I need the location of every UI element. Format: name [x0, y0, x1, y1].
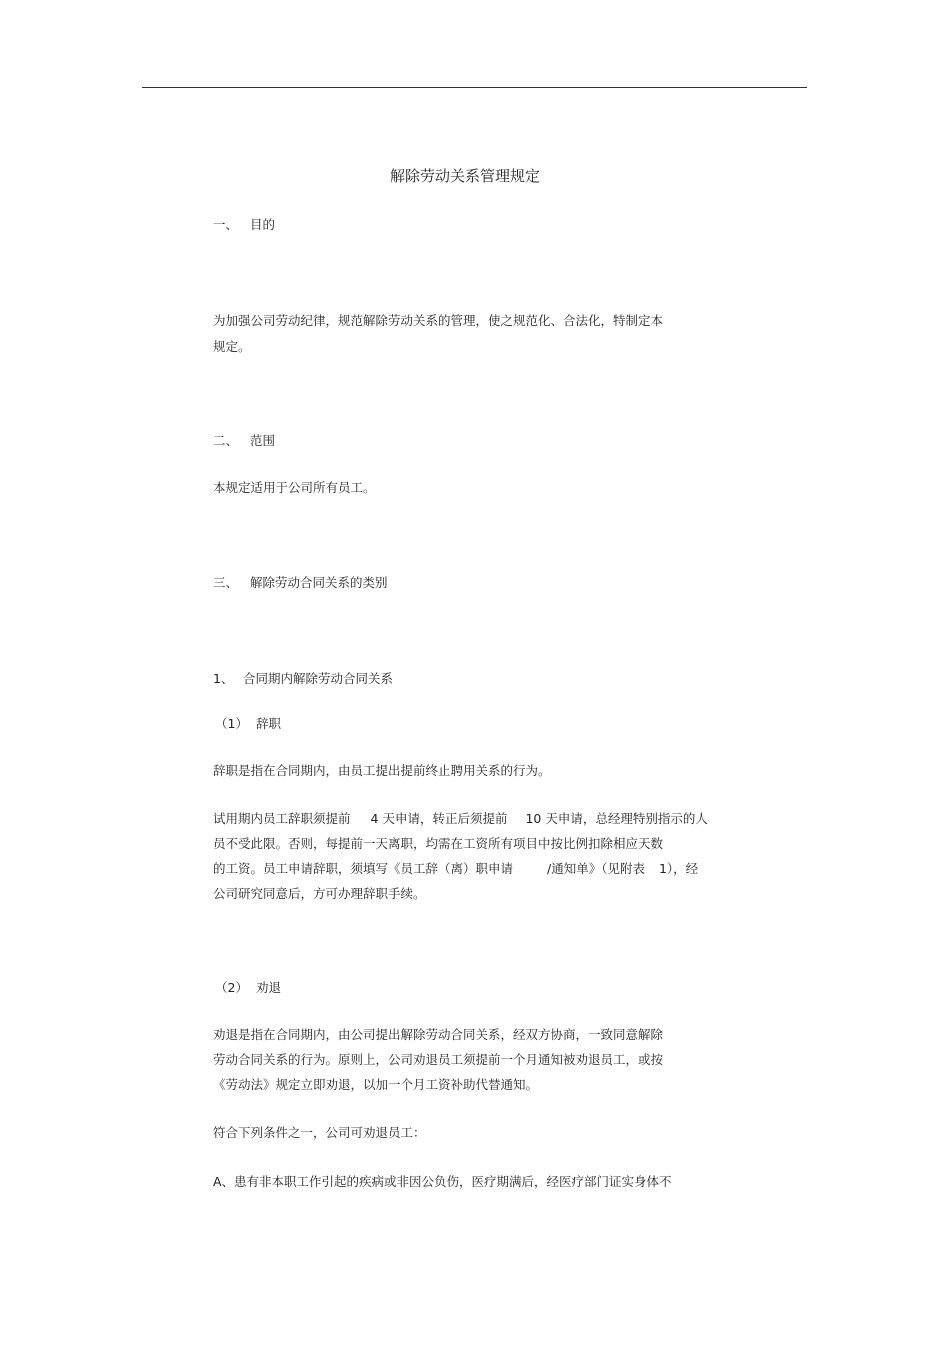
- text-segment: /通知单》（见附表: [547, 861, 645, 876]
- item-number: （1）: [215, 716, 248, 731]
- paragraph-line: [213, 861, 698, 877]
- paragraph-line: 辞职是指在合同期内，由员工提出提前终止聘用关系的行为。: [213, 763, 551, 778]
- header-rule: [142, 87, 807, 88]
- text-segment: 1），经: [658, 861, 699, 876]
- text-segment: 10 天申请，总经理特别指示的人: [525, 811, 708, 826]
- section-number: 二、: [213, 433, 239, 448]
- section-number: 一、: [213, 217, 239, 232]
- subsection-number: 1、: [213, 671, 234, 686]
- paragraph-line: 《劳动法》规定立即劝退，以加一个月工资补助代替通知。: [213, 1077, 539, 1092]
- paragraph-line: 劳动合同关系的行为。原则上，公司劝退员工须提前一个月通知被劝退员工，或按: [213, 1052, 664, 1067]
- section-title: 范围: [250, 433, 276, 448]
- paragraph-line: 规定。: [213, 339, 251, 354]
- subsection-title: 合同期内解除劳动合同关系: [243, 671, 394, 686]
- section-title: 目的: [250, 217, 276, 232]
- paragraph-line: 员不受此限。否则，每提前一天离职，均需在工资所有项目中按比例扣除相应天数: [213, 836, 664, 851]
- item-number: （2）: [215, 980, 248, 995]
- paragraph-line: A、患有非本职工作引起的疾病或非因公负伤，医疗期满后，经医疗部门证实身体不: [213, 1174, 672, 1189]
- paragraph-line: [213, 811, 708, 827]
- item-heading-resignation: [215, 716, 281, 732]
- text-segment: 试用期内员工辞职须提前: [213, 811, 351, 826]
- paragraph-line: 公司研究同意后，方可办理辞职手续。: [213, 886, 426, 901]
- paragraph-line: 本规定适用于公司所有员工。: [213, 480, 376, 495]
- document-title: 解除劳动关系管理规定: [389, 167, 540, 185]
- paragraph-line: 符合下列条件之一，公司可劝退员工：: [213, 1125, 426, 1140]
- section-heading-categories: [213, 575, 388, 591]
- text-segment: 的工资。员工申请辞职，须填写《员工辞（离）职申请: [213, 861, 514, 876]
- paragraph-line: 为加强公司劳动纪律，规范解除劳动关系的管理，使之规范化、合法化，特制定本: [213, 313, 664, 328]
- section-title: 解除劳动合同关系的类别: [250, 575, 388, 590]
- paragraph-line: 劝退是指在合同期内，由公司提出解除劳动合同关系，经双方协商，一致同意解除: [213, 1027, 664, 1042]
- item-title: 劝退: [256, 980, 282, 995]
- subsection-heading: [213, 671, 393, 687]
- section-heading-scope: [213, 433, 275, 449]
- section-heading-purpose: [213, 217, 275, 233]
- item-heading-dismissal: [215, 980, 281, 996]
- item-title: 辞职: [256, 716, 282, 731]
- text-segment: 4 天申请，转正后须提前: [370, 811, 508, 826]
- section-number: 三、: [213, 575, 239, 590]
